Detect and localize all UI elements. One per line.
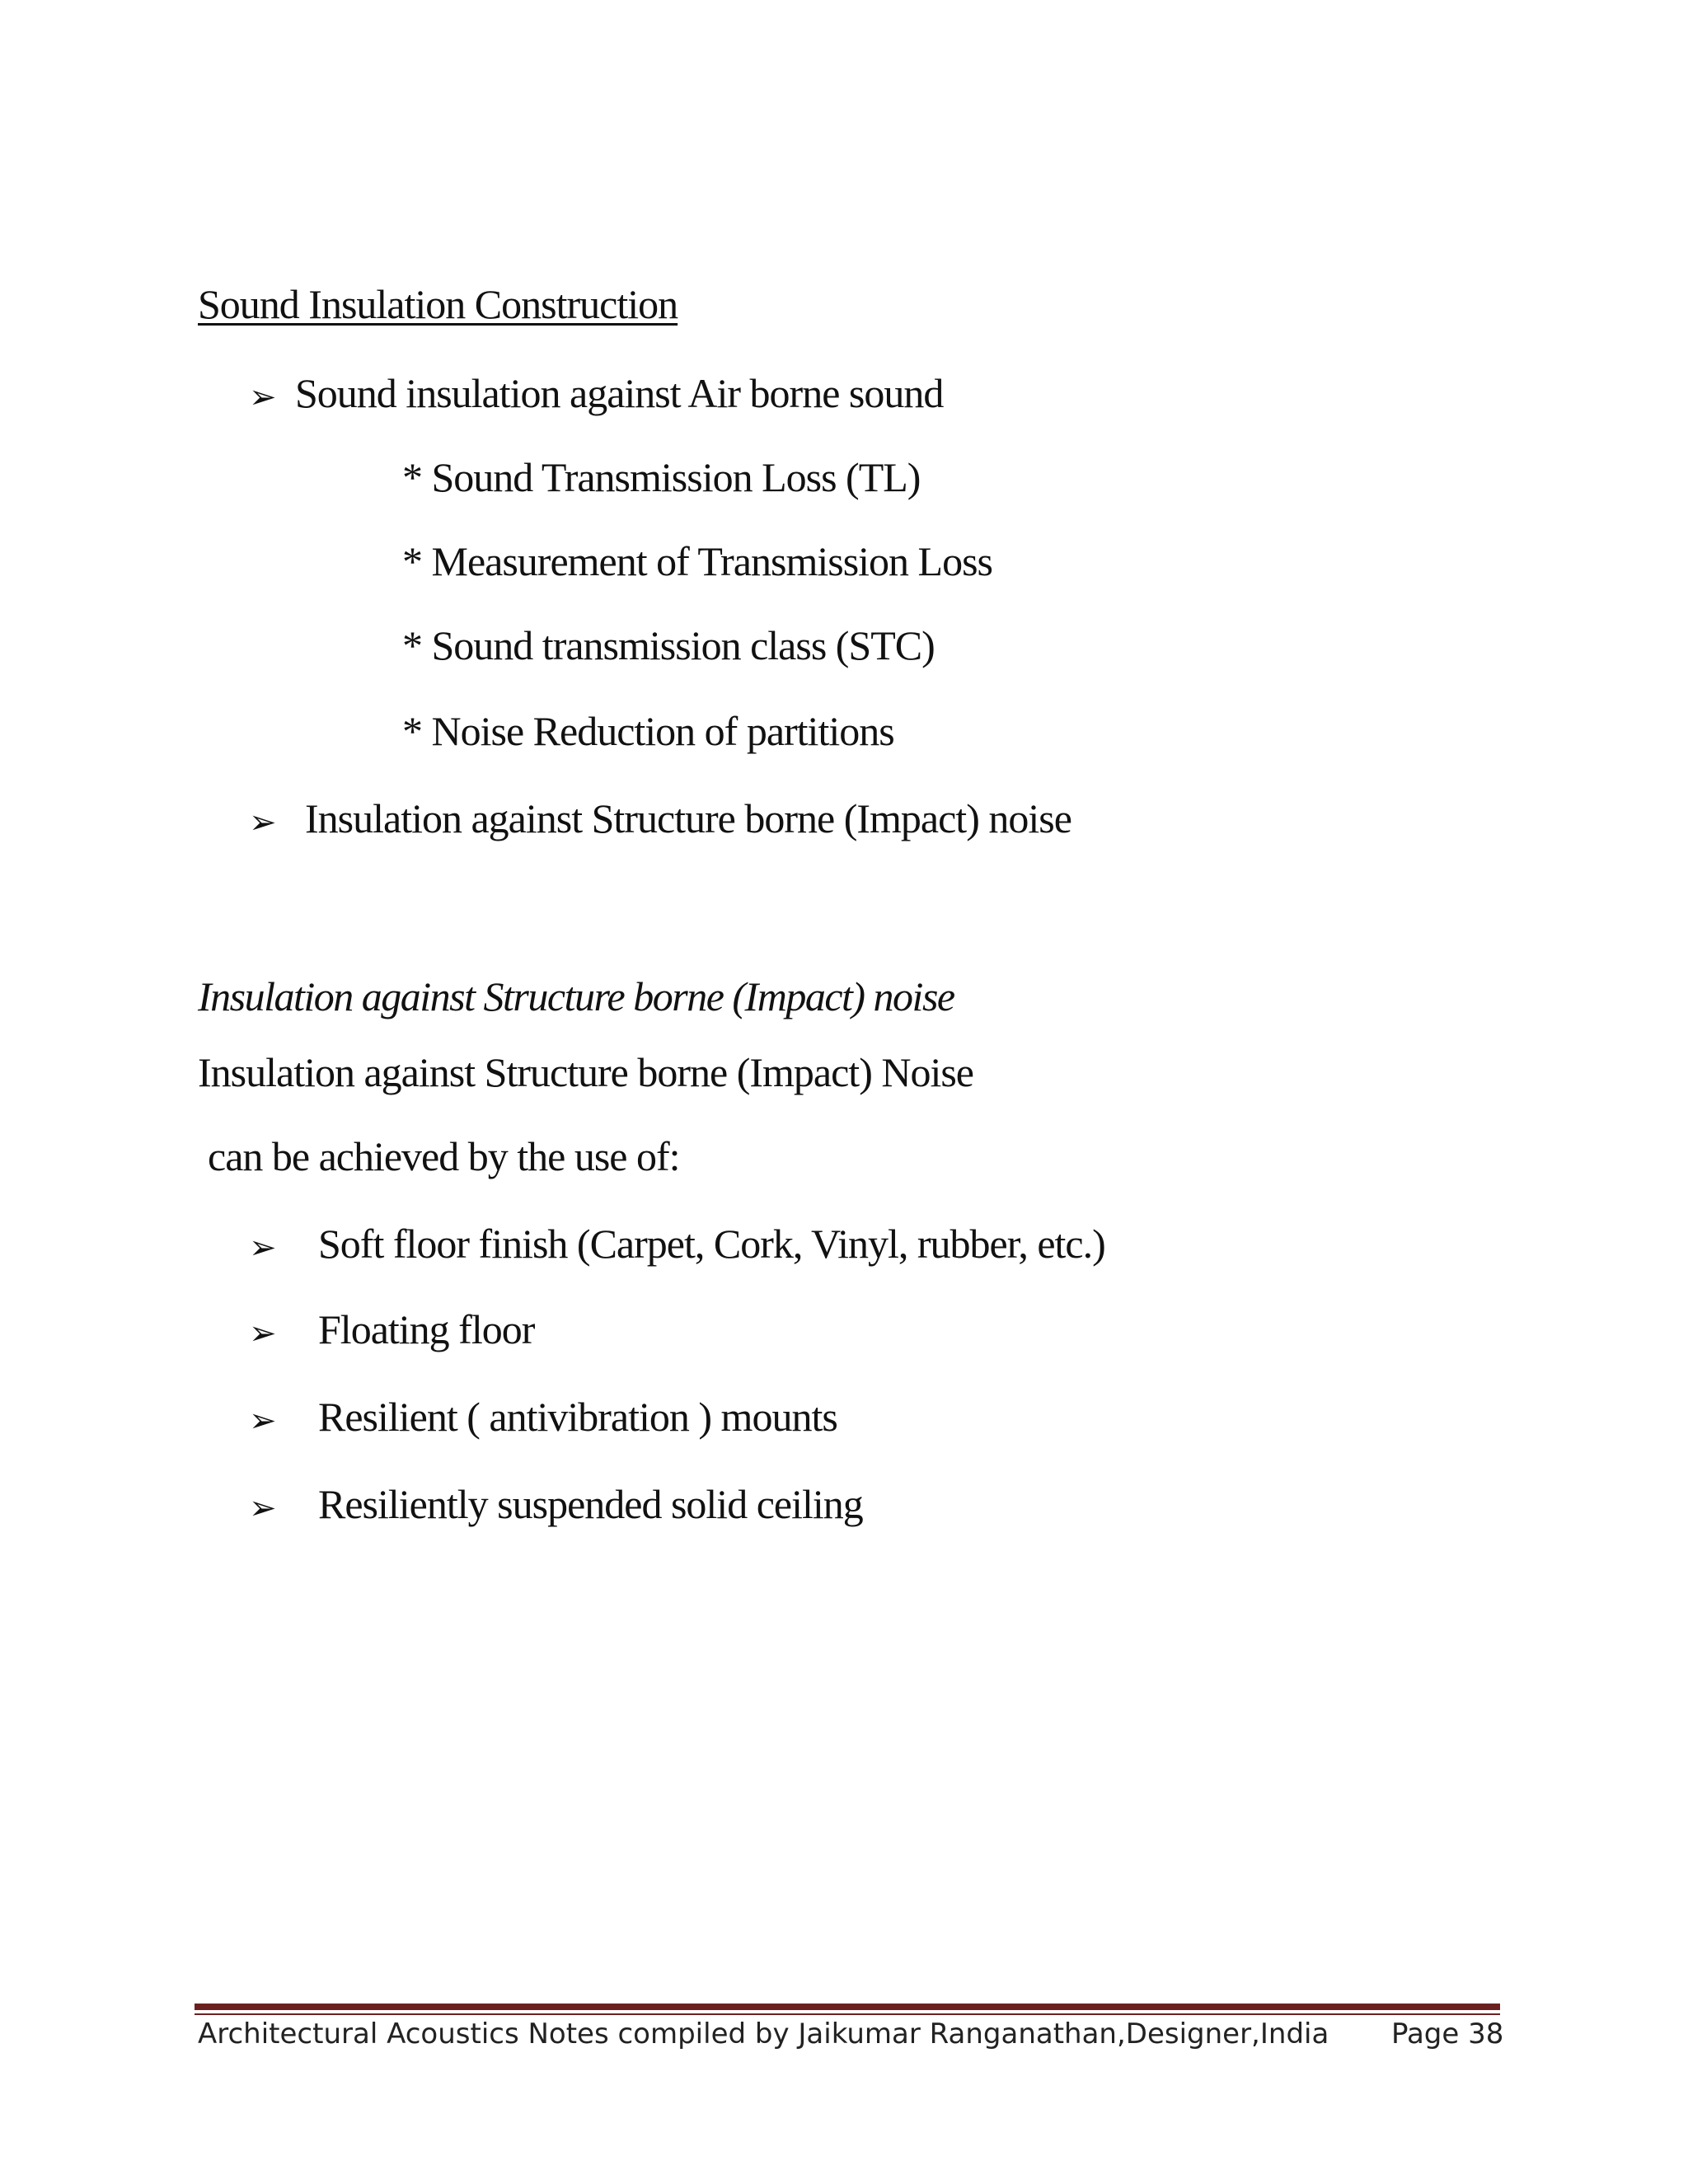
bullet-suspended-ceiling: Resiliently suspended solid ceiling bbox=[318, 1481, 863, 1527]
subitem-transmission-loss: * Sound Transmission Loss (TL) bbox=[402, 454, 921, 500]
arrow-bullet-icon: ➢ bbox=[249, 378, 277, 416]
footer-credit: Architectural Acoustics Notes compiled by Jaikumar Ranganathan,Designer,India bbox=[198, 2018, 1329, 2050]
section-heading-impact-noise: Insulation against Structure borne (Impact) noise bbox=[198, 973, 954, 1019]
bullet-soft-floor: Soft floor finish (Carpet, Cork, Vinyl, rubber, etc.) bbox=[318, 1221, 1105, 1267]
subitem-stc: * Sound transmission class (STC) bbox=[402, 622, 935, 668]
intro-line-1: Insulation against Structure borne (Impact) Noise bbox=[198, 1049, 973, 1095]
footer-rule bbox=[195, 2004, 1500, 2010]
arrow-bullet-icon: ➢ bbox=[249, 804, 277, 841]
arrow-bullet-icon: ➢ bbox=[249, 1402, 277, 1440]
bullet-airborne: Sound insulation against Air borne sound bbox=[295, 370, 944, 416]
bullet-floating-floor: Floating floor bbox=[318, 1306, 535, 1352]
arrow-bullet-icon: ➢ bbox=[249, 1315, 277, 1352]
arrow-bullet-icon: ➢ bbox=[249, 1229, 277, 1267]
bullet-structure-borne: Insulation against Structure borne (Impact) noise bbox=[305, 795, 1071, 841]
arrow-bullet-icon: ➢ bbox=[249, 1489, 277, 1527]
footer-rule-thin bbox=[195, 2013, 1500, 2015]
intro-line-2: can be achieved by the use of: bbox=[208, 1133, 680, 1179]
subitem-measurement: * Measurement of Transmission Loss bbox=[402, 538, 992, 584]
subitem-noise-reduction: * Noise Reduction of partitions bbox=[402, 708, 894, 754]
bullet-resilient-mounts: Resilient ( antivibration ) mounts bbox=[318, 1394, 837, 1440]
section-heading-sound-insulation: Sound Insulation Construction bbox=[198, 281, 678, 327]
page-number: Page 38 bbox=[1391, 2018, 1504, 2050]
